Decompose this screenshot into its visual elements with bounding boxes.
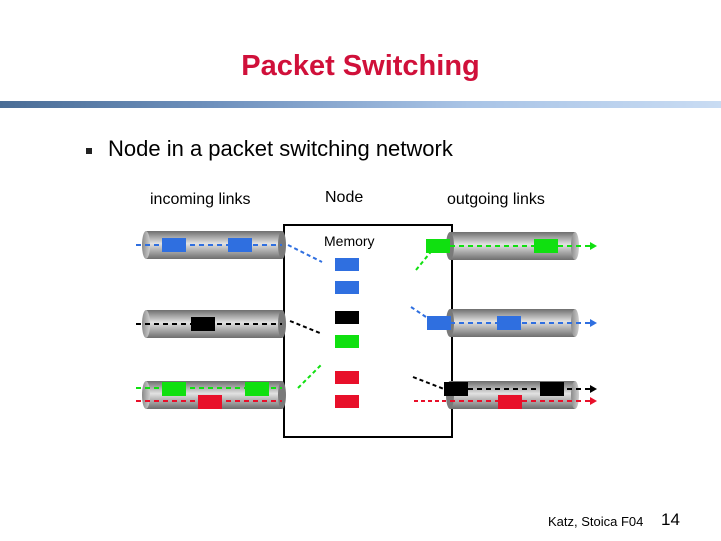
memory-packet-green: [335, 335, 359, 348]
incoming-link-2: [136, 310, 286, 338]
packet-blue: [497, 316, 521, 330]
node-label: Node: [325, 189, 364, 206]
path-in-green: [298, 364, 322, 388]
memory-queue: [335, 258, 359, 408]
packet-black: [444, 382, 468, 396]
packet-red: [498, 395, 522, 409]
footer-credit: Katz, Stoica F04: [548, 514, 644, 529]
incoming-links-label: incoming links: [150, 191, 251, 208]
bullet-text: Node in a packet switching network: [108, 136, 453, 161]
memory-packet-blue: [335, 281, 359, 294]
page-number: 14: [661, 510, 680, 529]
outgoing-links-label: outgoing links: [447, 191, 545, 208]
outgoing-link-1: [426, 232, 597, 260]
packet-green: [426, 239, 450, 253]
packet-black: [540, 382, 564, 396]
packet-red: [198, 395, 222, 409]
path-out-black: [413, 377, 444, 389]
packet-green: [245, 382, 269, 396]
outgoing-link-3: [444, 381, 597, 409]
memory-packet-red: [335, 371, 359, 384]
incoming-link-3: [136, 381, 286, 409]
packet-blue: [427, 316, 451, 330]
packet-green: [162, 382, 186, 396]
packet-black: [191, 317, 215, 331]
slide-title: Packet Switching: [241, 50, 480, 82]
packet-blue: [162, 238, 186, 252]
outgoing-link-2: [427, 309, 597, 337]
path-in-black: [290, 321, 320, 333]
packet-green: [534, 239, 558, 253]
memory-packet-black: [335, 311, 359, 324]
memory-packet-blue: [335, 258, 359, 271]
memory-packet-red: [335, 395, 359, 408]
packet-blue: [228, 238, 252, 252]
memory-label: Memory: [324, 233, 375, 249]
path-in-blue: [288, 245, 322, 262]
incoming-link-1: [136, 231, 286, 259]
